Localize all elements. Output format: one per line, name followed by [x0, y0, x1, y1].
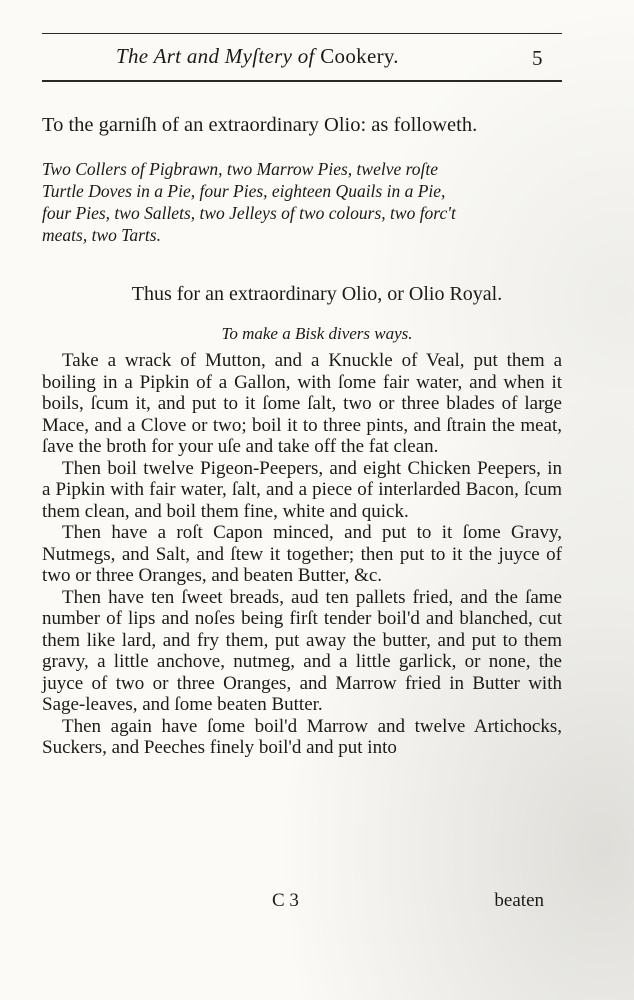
- intro-line: To the garniſh of an extraordinary Olio: as followeth.: [42, 114, 478, 136]
- running-title: [116, 44, 399, 69]
- recipe-title: To make a Bisk divers ways.: [221, 324, 413, 343]
- catchline: [42, 890, 562, 914]
- dish-line: four Pies, two Sallets, two Jelleys of two colours, two forc't: [42, 203, 456, 223]
- recipe-paragraph: Then again have ſome boil'd Marrow and twelve Artichocks, Suckers, and Peeches finely boil'd and put into: [42, 715, 562, 758]
- running-title-italic: The Art and Myſtery of: [116, 44, 321, 68]
- closing-line: Thus for an extraordinary Olio, or Olio Royal.: [131, 283, 503, 305]
- dish-line: Turtle Doves in a Pie, four Pies, eighteen Quails in a Pie,: [42, 181, 446, 201]
- dish-line: meats, two Tarts.: [42, 225, 161, 245]
- page-number: 5: [532, 46, 543, 70]
- header-rule-bottom: [42, 80, 562, 82]
- dish-line: Two Collers of Pigbrawn, two Marrow Pies, twelve roſte: [42, 159, 439, 179]
- signature-mark: C 3: [272, 890, 299, 911]
- catchword: beaten: [494, 890, 544, 911]
- dish-list: [42, 158, 562, 246]
- running-head: [42, 42, 562, 74]
- recipe-paragraph: Then have ten ſweet breads, aud ten pallets fried, and the ſame number of lips and noſes being firſt tender boil'd and blanched, cut them like lard, and fry them, put away the butter, and put to them gravy, a little anchove, nutmeg, and a little garlick, or none, the juyce of two or three Oranges, and Marrow fried in Butter with Sage-leaves, and ſome beaten Butter.: [42, 586, 562, 715]
- recipe-paragraph: Take a wrack of Mutton, and a Knuckle of Veal, put them a boiling in a Pipkin of a Gallon, with ſome fair water, and when it boils, ſcum it, and put to it ſome ſalt, two or three blades of large Mace, and a Clove or two; boil it to three pints, and ſtrain the meat, ſave the broth for your uſe and take off the fat clean.: [42, 350, 562, 457]
- recipe-paragraph: Then boil twelve Pigeon-Peepers, and eight Chicken Peepers, in a Pipkin with fair water, ſalt, and a piece of interlarded Bacon, ſcum them clean, and boil them fine, white and quick.: [42, 457, 562, 522]
- recipe-paragraph: Then have a roſt Capon minced, and put to it ſome Gravy, Nutmegs, and Salt, and ſtew it together; then put to it the juyce of two or three Oranges, and beaten Butter, &c.: [42, 522, 562, 586]
- header-rule-top: [42, 33, 562, 34]
- recipe-body: [42, 350, 562, 759]
- running-title-upright: Cookery.: [320, 44, 399, 68]
